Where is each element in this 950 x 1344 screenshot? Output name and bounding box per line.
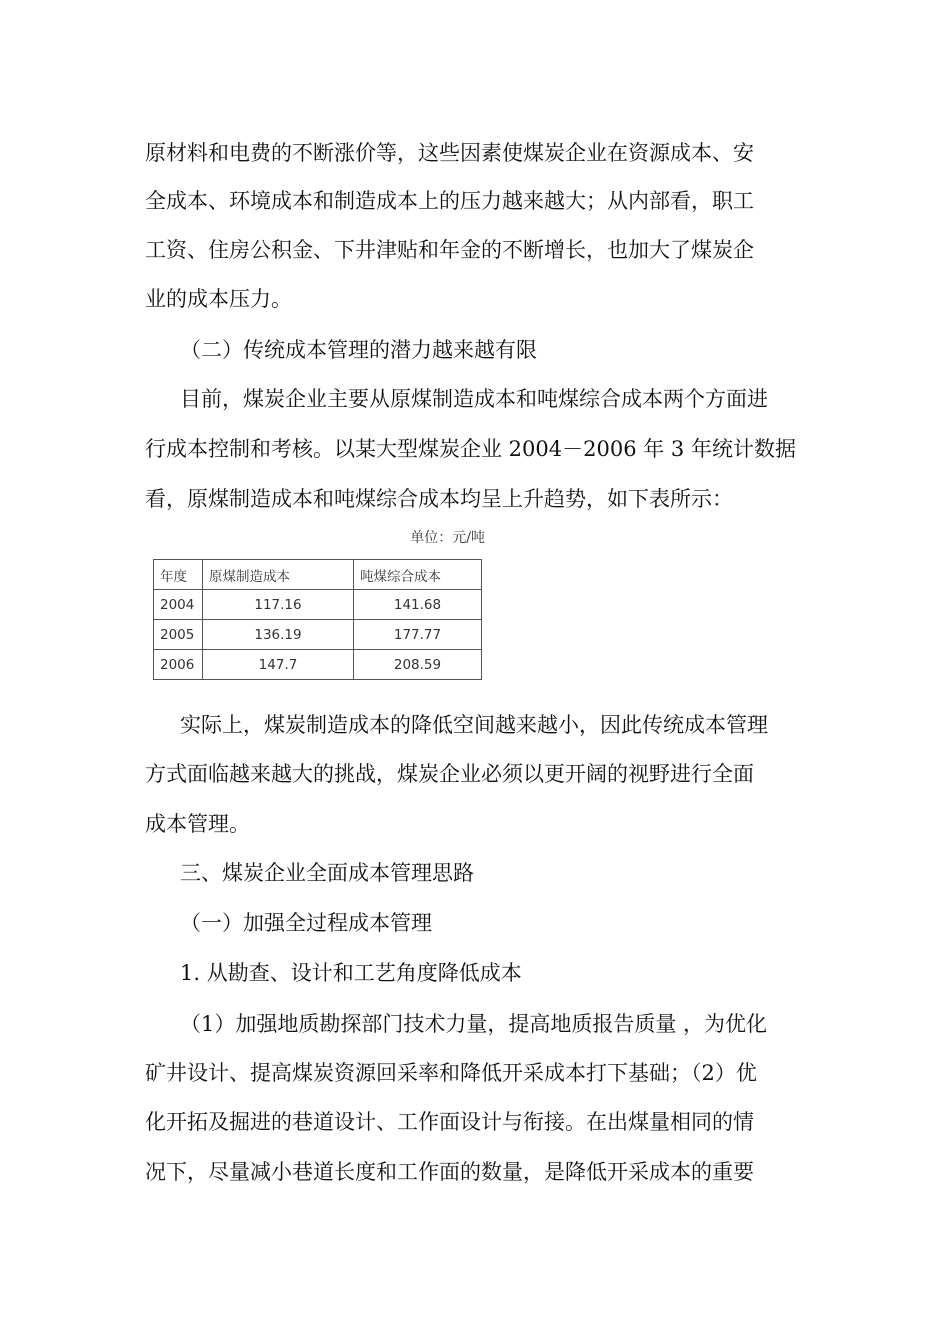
- table-unit: 单位：元/吨: [410, 530, 485, 546]
- paragraph-line: 全成本、环境成本和制造成本上的压力越来越大；从内部看，职工: [145, 189, 754, 213]
- paragraph-line: 成本管理。: [145, 812, 250, 836]
- paragraph-line: 方式面临越来越大的挑战，煤炭企业必须以更开阔的视野进行全面: [145, 762, 754, 786]
- paragraph-line: 实际上，煤炭制造成本的降低空间越来越小，因此传统成本管理: [180, 713, 768, 737]
- section-heading: （二）传统成本管理的潜力越来越有限: [180, 338, 537, 362]
- cell-year: 2005: [154, 620, 203, 650]
- cell-raw-coal-cost: 136.19: [203, 620, 354, 650]
- paragraph-line: 业的成本压力。: [145, 287, 292, 311]
- table-row: [154, 590, 482, 620]
- subsection-heading: （一）加强全过程成本管理: [180, 911, 432, 935]
- paragraph-line: 化开拓及掘进的巷道设计、工作面设计与衔接。在出煤量相同的情: [145, 1110, 754, 1134]
- paragraph-line: 看，原煤制造成本和吨煤综合成本均呈上升趋势，如下表所示：: [145, 487, 733, 511]
- cost-table: [153, 559, 482, 680]
- paragraph-line: 原材料和电费的不断涨价等，这些因素使煤炭企业在资源成本、安: [145, 141, 754, 165]
- cell-per-ton-cost: 141.68: [354, 590, 482, 620]
- section-heading: 三、煤炭企业全面成本管理思路: [180, 861, 474, 885]
- cell-per-ton-cost: 208.59: [354, 650, 482, 680]
- paragraph-line: 行成本控制和考核。以某大型煤炭企业 2004－2006 年 3 年统计数据: [145, 437, 796, 461]
- table-header-row: [154, 560, 482, 590]
- cell-raw-coal-cost: 147.7: [203, 650, 354, 680]
- paragraph-line: 工资、住房公积金、下井津贴和年金的不断增长，也加大了煤炭企: [145, 238, 754, 262]
- cost-table-figure: [145, 525, 490, 693]
- cell-year: 2006: [154, 650, 203, 680]
- paragraph-line: 矿井设计、提高煤炭资源回采率和降低开采成本打下基础；（2）优: [145, 1061, 757, 1085]
- paragraph-line: 目前，煤炭企业主要从原煤制造成本和吨煤综合成本两个方面进: [180, 387, 768, 411]
- header-per-ton-cost: 吨煤综合成本: [354, 560, 482, 590]
- subsection-heading: 1. 从勘查、设计和工艺角度降低成本: [180, 961, 522, 985]
- cell-per-ton-cost: 177.77: [354, 620, 482, 650]
- header-year: 年度: [154, 560, 203, 590]
- cell-year: 2004: [154, 590, 203, 620]
- paragraph-line: （1）加强地质勘探部门技术力量，提高地质报告质量 ，为优化: [180, 1012, 768, 1036]
- paragraph-line: 况下，尽量减小巷道长度和工作面的数量，是降低开采成本的重要: [145, 1160, 754, 1184]
- cell-raw-coal-cost: 117.16: [203, 590, 354, 620]
- table-row: [154, 620, 482, 650]
- table-row: [154, 650, 482, 680]
- header-raw-coal-cost: 原煤制造成本: [203, 560, 354, 590]
